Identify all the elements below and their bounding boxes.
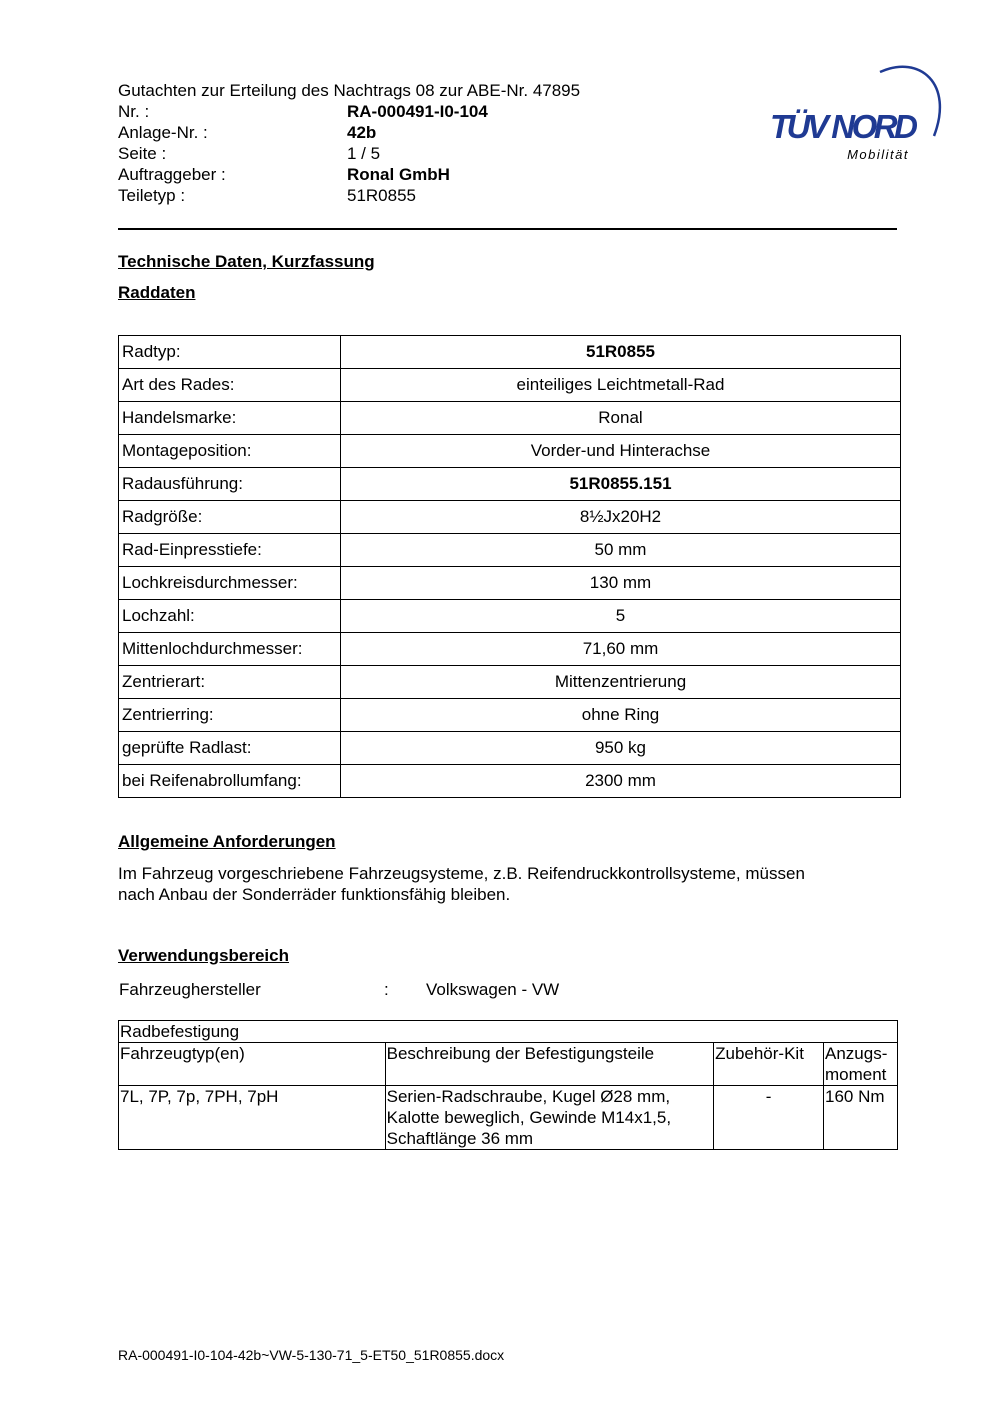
table-title: Radbefestigung (119, 1021, 898, 1043)
header-value: Ronal GmbH (347, 165, 450, 184)
row-value: ohne Ring (341, 699, 901, 732)
table-row (119, 600, 901, 633)
cell-kit: - (714, 1086, 824, 1150)
header-divider (118, 228, 897, 230)
manufacturer-value: Volkswagen - VW (426, 980, 560, 999)
wheel-data-table (118, 335, 901, 798)
header-row-auftraggeber (118, 164, 678, 185)
row-label: Art des Rades: (119, 369, 341, 402)
table-row (119, 534, 901, 567)
header-value: 1 / 5 (347, 144, 381, 163)
row-label: Radgröße: (119, 501, 341, 534)
table-row (119, 732, 901, 765)
row-label: Radtyp: (119, 336, 341, 369)
row-value: Mittenzentrierung (341, 666, 901, 699)
header-row-teiletyp (118, 185, 678, 206)
header-label: Auftraggeber : (118, 165, 226, 184)
header-label: Seite : (118, 144, 167, 163)
table-row (119, 1021, 898, 1043)
row-label: Zentrierring: (119, 699, 341, 732)
row-value: Vorder-und Hinterachse (341, 435, 901, 468)
table-row (119, 666, 901, 699)
row-value: 8½Jx20H2 (341, 501, 901, 534)
table-header-row (119, 1043, 898, 1086)
row-label: Zentrierart: (119, 666, 341, 699)
table-row (119, 336, 901, 369)
row-value: 71,60 mm (341, 633, 901, 666)
tuv-nord-logo (768, 60, 948, 170)
table-row (119, 468, 901, 501)
cell-vehicle-types: 7L, 7P, 7p, 7PH, 7pH (119, 1086, 386, 1150)
column-header-types: Fahrzeugtyp(en) (119, 1043, 386, 1086)
header-label: Teiletyp : (118, 186, 186, 205)
row-value: 51R0855.151 (341, 468, 901, 501)
header-row-seite (118, 143, 678, 164)
table-row (119, 1086, 898, 1150)
row-label: Mittenlochdurchmesser: (119, 633, 341, 666)
row-label: bei Reifenabrollumfang: (119, 765, 341, 798)
header-title: Gutachten zur Erteilung des Nachtrags 08 zur ABE-Nr. 47895 (118, 81, 581, 100)
description-line: Kalotte beweglich, Gewinde M14x1,5, (386, 1108, 672, 1127)
table-row (119, 699, 901, 732)
header-row-nr (118, 101, 678, 122)
raddaten-heading: Raddaten (118, 283, 196, 302)
row-label: Montageposition: (119, 435, 341, 468)
table-row (119, 402, 901, 435)
row-value: Ronal (341, 402, 901, 435)
row-value: 130 mm (341, 567, 901, 600)
row-value: 51R0855 (341, 336, 901, 369)
row-label: Rad-Einpresstiefe: (119, 534, 341, 567)
manufacturer-label: Fahrzeughersteller (119, 980, 261, 999)
torque-header-line: moment (825, 1065, 887, 1084)
column-header-torque (824, 1043, 898, 1086)
wheel-fixing-table (118, 1020, 898, 1150)
cell-torque: 160 Nm (824, 1086, 898, 1150)
manufacturer-row (118, 979, 898, 1000)
footer-filename: RA-000491-I0-104-42b~VW-5-130-71_5-ET50_51R0855.docx (118, 1347, 505, 1363)
row-label: Lochzahl: (119, 600, 341, 633)
row-value: 950 kg (341, 732, 901, 765)
column-header-description: Beschreibung der Befestigungsteile (385, 1043, 713, 1086)
table-row (119, 435, 901, 468)
header-value: 42b (347, 123, 377, 142)
header-label: Nr. : (118, 102, 150, 121)
table-row (119, 369, 901, 402)
row-label: geprüfte Radlast: (119, 732, 341, 765)
cell-description (385, 1086, 713, 1150)
row-label: Handelsmarke: (119, 402, 341, 435)
anforderungen-text (118, 863, 898, 905)
anforderungen-line: Im Fahrzeug vorgeschriebene Fahrzeugsysteme, z.B. Reifendruckkontrollsysteme, müssen (118, 864, 805, 883)
table-row (119, 567, 901, 600)
row-value: 5 (341, 600, 901, 633)
row-label: Lochkreisdurchmesser: (119, 567, 341, 600)
logo-brand: TÜV NORD (770, 108, 916, 145)
manufacturer-separator: : (384, 980, 389, 999)
header-label: Anlage-Nr. : (118, 123, 208, 142)
column-header-kit: Zubehör-Kit (714, 1043, 824, 1086)
header-value: 51R0855 (347, 186, 417, 205)
table-row (119, 765, 901, 798)
row-value: einteiliges Leichtmetall-Rad (341, 369, 901, 402)
description-line: Schaftlänge 36 mm (386, 1129, 534, 1148)
verwendung-heading: Verwendungsbereich (118, 946, 289, 965)
description-line: Serien-Radschraube, Kugel Ø28 mm, (386, 1087, 671, 1106)
logo-subtitle: Mobilität (847, 147, 909, 162)
torque-header-line: Anzugs- (825, 1044, 888, 1063)
anforderungen-heading: Allgemeine Anforderungen (118, 832, 336, 851)
logo-graphic (768, 60, 948, 170)
table-row (119, 633, 901, 666)
document-header (118, 80, 678, 206)
header-value: RA-000491-I0-104 (347, 102, 488, 121)
header-row-anlage (118, 122, 678, 143)
row-value: 2300 mm (341, 765, 901, 798)
anforderungen-line: nach Anbau der Sonderräder funktionsfähig bleiben. (118, 885, 511, 904)
row-label: Radausführung: (119, 468, 341, 501)
section-title: Technische Daten, Kurzfassung (118, 252, 375, 271)
row-value: 50 mm (341, 534, 901, 567)
table-row (119, 501, 901, 534)
